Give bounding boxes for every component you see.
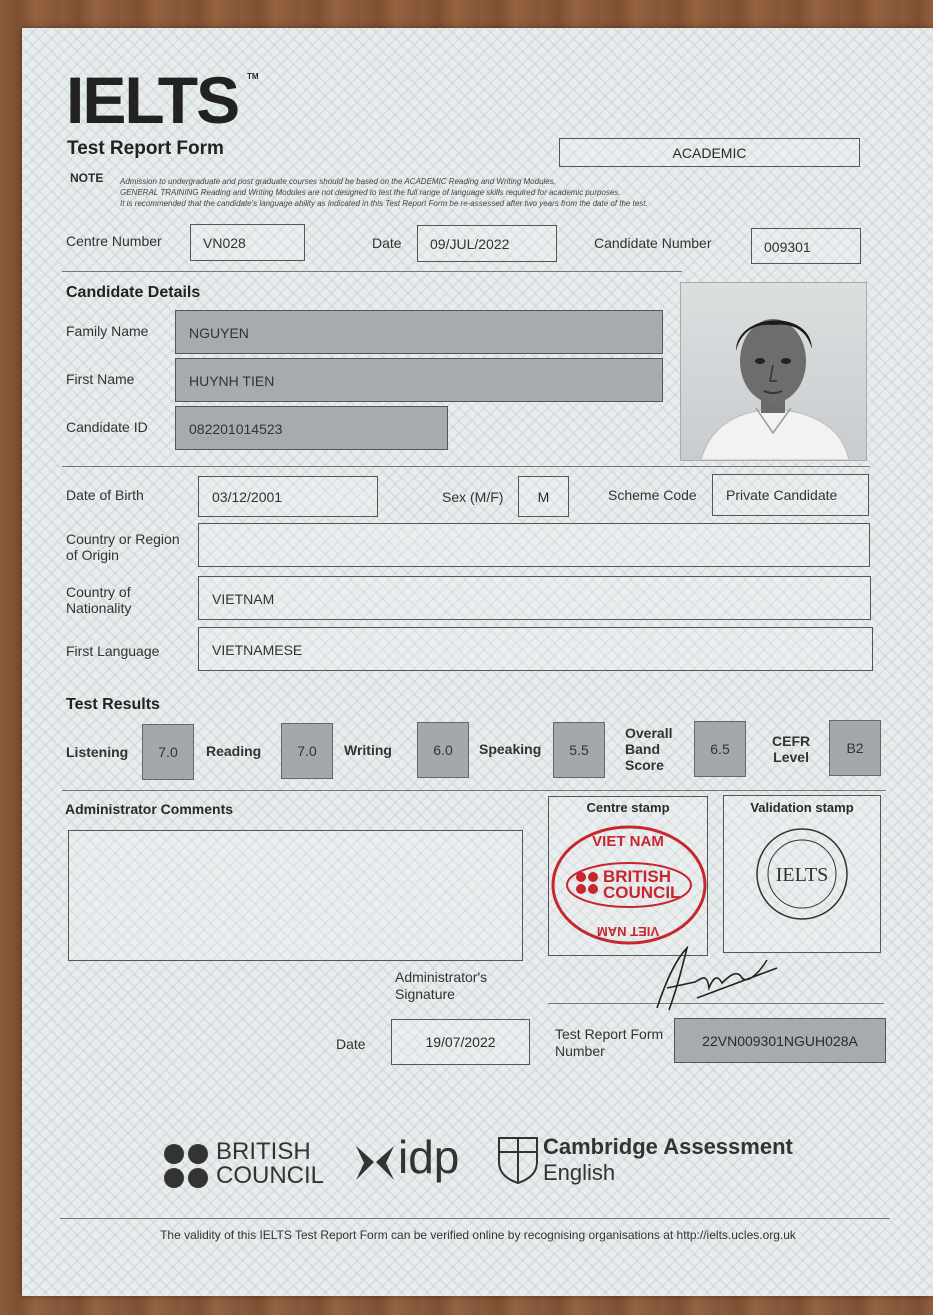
test-date-value: 09/JUL/2022 <box>430 236 510 252</box>
note-line: It is recommended that the candidate's language ability as indicated in this Test Report Form be re-assessed after two years from the date of the test. <box>120 199 648 208</box>
candidate-id-value: 082201014523 <box>189 421 283 437</box>
cefr-score-value: B2 <box>846 740 864 756</box>
reading-label: Reading <box>206 743 262 759</box>
sex-box <box>518 476 569 517</box>
british-council-dots-icon <box>162 1142 210 1190</box>
form-title: Test Report Form <box>67 138 224 159</box>
centre-number-value: VN028 <box>203 235 246 251</box>
signature-label <box>395 969 487 1003</box>
cefr-label <box>772 733 810 765</box>
first-language-value: VIETNAMESE <box>212 642 303 658</box>
scheme-code-value: Private Candidate <box>726 487 838 503</box>
admin-comments-label: Administrator Comments <box>65 801 234 817</box>
overall-label-line: Band <box>625 741 660 757</box>
british-council-logo-line: COUNCIL <box>216 1162 325 1189</box>
divider <box>62 790 886 791</box>
writing-label: Writing <box>344 742 392 758</box>
signature-label-line: Signature <box>395 986 455 1002</box>
centre-stamp-brand-line: BRITISH <box>603 867 671 886</box>
centre-stamp-brand <box>603 869 680 901</box>
speaking-score-value: 5.5 <box>569 742 589 758</box>
verification-footer-text: The validity of this IELTS Test Report Form can be verified online by recognising organisations at http://ielts.ucles.org.uk <box>160 1228 796 1242</box>
reading-score-value: 7.0 <box>297 743 317 759</box>
cambridge-logo-line: English <box>543 1160 616 1185</box>
trademark-mark: TM <box>247 72 259 81</box>
validation-stamp-text: IELTS <box>775 864 829 886</box>
trf-number-label-line: Number <box>555 1043 605 1059</box>
overall-label-line: Score <box>625 757 664 773</box>
test-date-box <box>417 225 557 262</box>
candidate-number-box <box>751 228 861 264</box>
overall-score <box>694 721 746 777</box>
family-name-label: Family Name <box>66 323 149 339</box>
overall-score-value: 6.5 <box>710 741 730 757</box>
nationality-box <box>198 576 871 620</box>
trf-number-value: 22VN009301NGUH028A <box>702 1032 858 1049</box>
module-value: ACADEMIC <box>672 144 747 161</box>
footer-divider <box>60 1218 890 1219</box>
trf-number-label-line: Test Report Form <box>555 1026 664 1042</box>
portrait-image <box>681 283 866 460</box>
family-name-box <box>175 310 663 354</box>
idp-leaf-icon <box>352 1140 398 1191</box>
writing-score <box>417 722 469 778</box>
note-line: GENERAL TRAINING Reading and Writing Modules are not designed to test the full range of language skills required for academic purposes. <box>120 188 621 197</box>
centre-stamp-box <box>548 796 708 956</box>
sex-value: M <box>537 488 550 505</box>
trf-number-label <box>555 1026 663 1060</box>
first-name-box <box>175 358 663 402</box>
candidate-id-box <box>175 406 448 450</box>
cefr-label-line: Level <box>773 749 809 765</box>
nationality-label-line: Nationality <box>66 600 132 616</box>
test-report-form-document <box>22 28 933 1296</box>
sex-label: Sex (M/F) <box>442 489 504 505</box>
candidate-details-heading: Candidate Details <box>66 284 201 301</box>
idp-logo-text: idp <box>398 1131 460 1183</box>
trf-number-box <box>674 1018 886 1063</box>
nationality-value: VIETNAM <box>212 591 275 607</box>
first-language-box <box>198 627 873 671</box>
signature-label-line: Administrator's <box>395 969 488 985</box>
test-results-heading: Test Results <box>66 696 160 713</box>
first-name-value: HUYNH TIEN <box>189 373 275 389</box>
origin-label <box>66 531 180 563</box>
cambridge-logo-line: Cambridge Assessment <box>543 1134 793 1159</box>
dob-value: 03/12/2001 <box>212 489 283 505</box>
dob-box <box>198 476 378 517</box>
origin-label-line: of Origin <box>66 547 119 563</box>
family-name-value: NGUYEN <box>189 325 249 341</box>
centre-stamp-top-text: VIET NAM <box>592 833 664 850</box>
cambridge-shield-icon <box>497 1136 539 1189</box>
listening-score-value: 7.0 <box>158 744 178 760</box>
candidate-number-value: 009301 <box>764 239 811 255</box>
admin-date-label: Date <box>336 1036 366 1052</box>
origin-label-line: Country or Region <box>66 531 180 547</box>
ielts-logo: IELTS <box>66 63 239 137</box>
cefr-label-line: CEFR <box>772 733 811 749</box>
admin-date-box <box>391 1019 530 1065</box>
candidate-photo <box>680 282 867 461</box>
divider <box>62 271 682 272</box>
centre-stamp-label: Centre stamp <box>586 800 670 815</box>
validation-stamp-label: Validation stamp <box>750 800 854 815</box>
speaking-score <box>553 722 605 778</box>
first-name-label: First Name <box>66 371 135 387</box>
scheme-code-box <box>712 474 869 516</box>
listening-label: Listening <box>66 744 129 760</box>
centre-number-box <box>190 224 305 261</box>
candidate-id-label: Candidate ID <box>66 419 148 435</box>
centre-stamp-bottom-text: VIET NAM <box>596 924 660 939</box>
reading-score <box>281 723 333 779</box>
centre-stamp-brand-line: COUNCIL <box>603 883 681 902</box>
candidate-number-label: Candidate Number <box>594 235 712 251</box>
administrator-signature <box>647 938 787 1018</box>
overall-label-line: Overall <box>625 725 673 741</box>
british-council-logo-text <box>216 1140 324 1188</box>
origin-box <box>198 523 870 567</box>
british-council-logo-line: BRITISH <box>216 1138 311 1165</box>
admin-comments-box <box>68 830 523 961</box>
note-text <box>120 176 820 209</box>
scheme-code-label: Scheme Code <box>608 487 697 503</box>
centre-number-label: Centre Number <box>66 233 162 249</box>
overall-label <box>625 725 672 773</box>
first-language-label: First Language <box>66 643 160 659</box>
cambridge-logo-text <box>543 1134 793 1186</box>
speaking-label: Speaking <box>479 741 542 757</box>
validation-stamp-box <box>723 795 881 953</box>
module-box <box>559 138 860 167</box>
cefr-score <box>829 720 881 776</box>
divider <box>62 466 870 467</box>
listening-score <box>142 724 194 780</box>
writing-score-value: 6.0 <box>433 742 453 758</box>
note-line: Admission to undergraduate and post graduate courses should be based on the ACADEMIC Reading and Writing Modules. <box>120 177 556 186</box>
note-label: NOTE <box>70 171 104 185</box>
admin-date-value: 19/07/2022 <box>425 1034 496 1050</box>
nationality-label-line: Country of <box>66 584 131 600</box>
test-date-label: Date <box>372 235 402 251</box>
nationality-label <box>66 584 131 616</box>
dob-label: Date of Birth <box>66 487 144 503</box>
